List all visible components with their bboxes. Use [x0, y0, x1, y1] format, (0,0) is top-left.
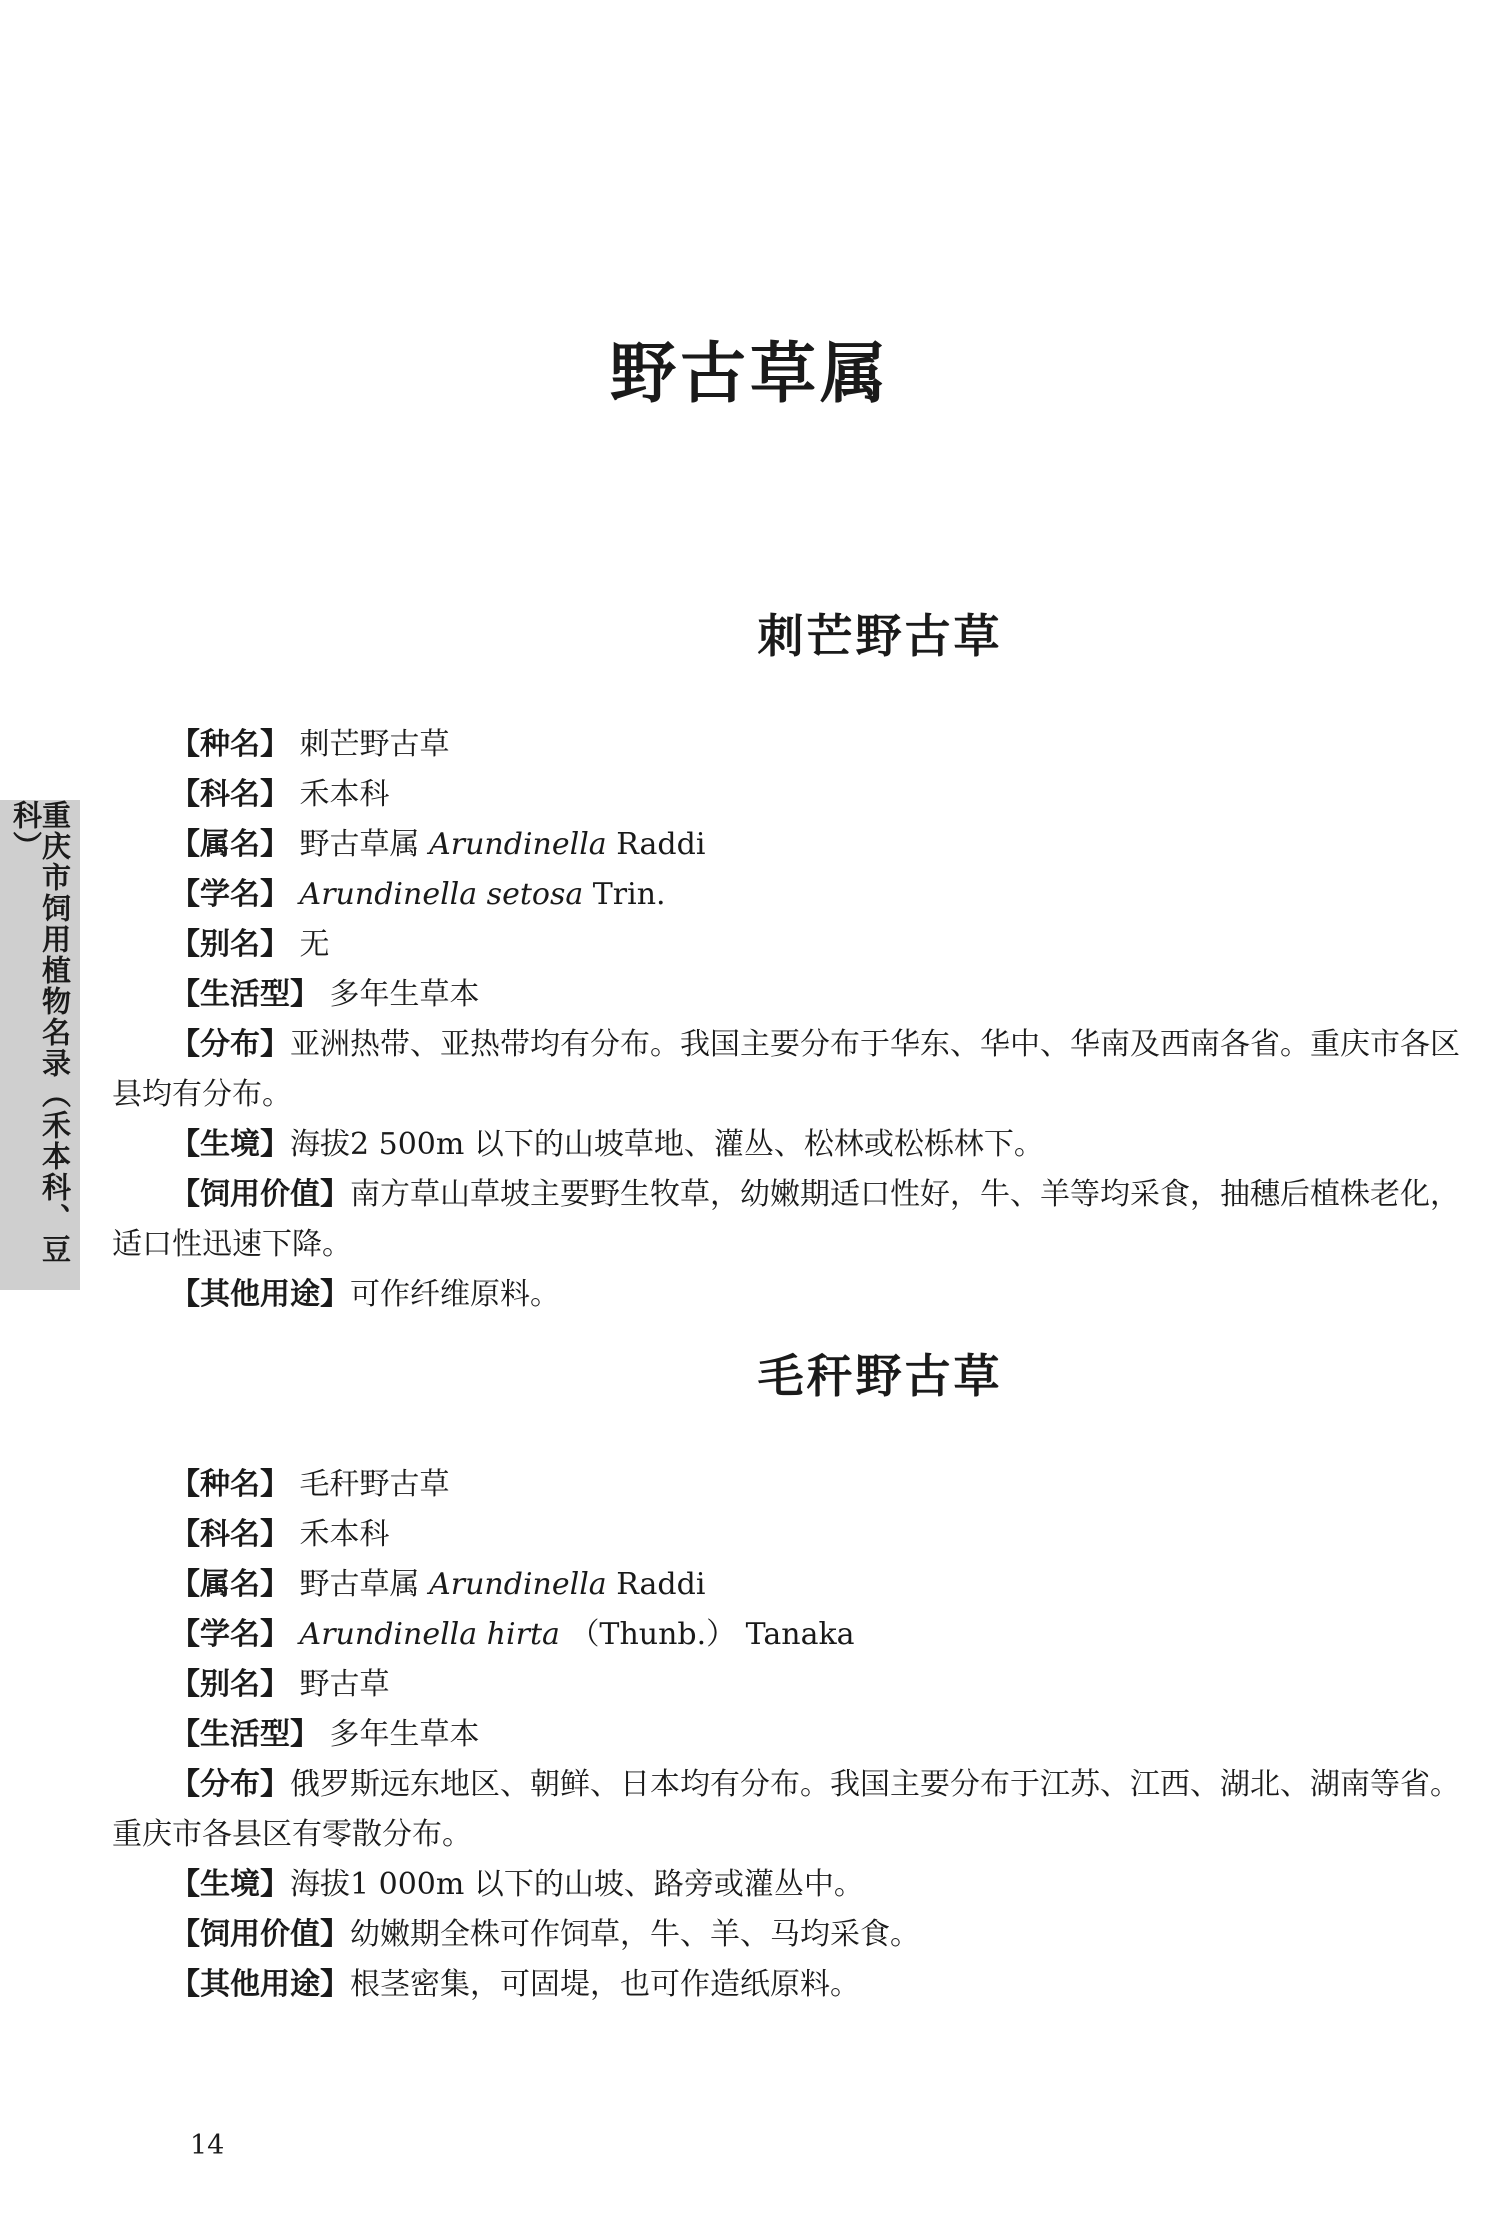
species-entry	[112, 600, 1460, 1320]
field-value: 海拔1 000m 以下的山坡、路旁或灌丛中。	[290, 1867, 864, 1902]
side-thumb-tab	[0, 800, 80, 1290]
latin-name: Arundinella	[429, 1567, 607, 1602]
field-species-name: 【种名】 毛秆野古草	[170, 1467, 450, 1502]
book-title-tab: 重庆市饲用植物名录（禾本科、豆科）	[9, 800, 72, 1265]
field-value: 俄罗斯远东地区、朝鲜、日本均有分布。我国主要分布于江苏、江西、湖北、湖南等省。重庆市各县区有零散分布。	[112, 1767, 1460, 1852]
field-value: 无	[299, 927, 330, 962]
field-value: 禾本科	[299, 777, 390, 812]
field-scientific-name: 【学名】 Arundinella hirta （Thunb.） Tanaka	[170, 1617, 855, 1652]
author-name: Raddi	[616, 1567, 706, 1602]
field-other-uses: 【其他用途】可作纤维原料。	[170, 1277, 560, 1312]
author-name: （Thunb.） Tanaka	[569, 1617, 855, 1652]
field-value: 可作纤维原料。	[350, 1277, 560, 1312]
latin-name: Arundinella setosa	[299, 877, 584, 912]
field-alias: 【别名】 野古草	[170, 1667, 390, 1702]
field-family: 【科名】 禾本科	[170, 1517, 390, 1552]
field-value: 亚洲热带、亚热带均有分布。我国主要分布于华东、华中、华南及西南各省。重庆市各区县均有分布。	[112, 1027, 1460, 1112]
field-distribution: 【分布】亚洲热带、亚热带均有分布。我国主要分布于华东、华中、华南及西南各省。重庆市各区县均有分布。	[112, 1027, 1460, 1112]
latin-name: Arundinella	[429, 827, 607, 862]
author-name: Trin.	[592, 877, 666, 912]
field-value: 南方草山草坡主要野生牧草，幼嫩期适口性好，牛、羊等均采食，抽穗后植株老化，适口性迅速下降。	[112, 1177, 1460, 1262]
field-value: 多年生草本	[329, 1717, 480, 1752]
field-value: 多年生草本	[329, 977, 480, 1012]
species-title: 刺芒野古草	[757, 609, 1003, 663]
field-distribution: 【分布】俄罗斯远东地区、朝鲜、日本均有分布。我国主要分布于江苏、江西、湖北、湖南等省。重庆市各县区有零散分布。	[112, 1767, 1460, 1852]
field-value: 海拔2 500m 以下的山坡草地、灌丛、松林或松栎林下。	[290, 1127, 1044, 1162]
field-habitat: 【生境】海拔2 500m 以下的山坡草地、灌丛、松林或松栎林下。	[170, 1127, 1044, 1162]
author-name: Raddi	[616, 827, 706, 862]
latin-name: Arundinella hirta	[299, 1617, 560, 1652]
field-value: 禾本科	[299, 1517, 390, 1552]
field-value: 毛秆野古草	[299, 1467, 450, 1502]
field-forage-value: 【饲用价值】南方草山草坡主要野生牧草，幼嫩期适口性好，牛、羊等均采食，抽穗后植株老化，适口性迅速下降。	[112, 1177, 1460, 1262]
field-value: 刺芒野古草	[299, 727, 450, 762]
field-family: 【科名】 禾本科	[170, 777, 390, 812]
page-number: 14	[190, 2130, 225, 2161]
field-other-uses: 【其他用途】根茎密集，可固堤，也可作造纸原料。	[170, 1967, 860, 2002]
field-life-form: 【生活型】 多年生草本	[170, 977, 480, 1012]
genus-title: 野古草属	[610, 335, 890, 412]
species-title: 毛秆野古草	[757, 1349, 1003, 1403]
field-habitat: 【生境】海拔1 000m 以下的山坡、路旁或灌丛中。	[170, 1867, 864, 1902]
field-life-form: 【生活型】 多年生草本	[170, 1717, 480, 1752]
field-scientific-name: 【学名】 Arundinella setosa Trin.	[170, 877, 666, 912]
field-genus: 【属名】 野古草属 Arundinella Raddi	[170, 1567, 706, 1602]
field-value: 野古草属	[299, 827, 420, 862]
field-value: 野古草	[299, 1667, 390, 1702]
field-alias: 【别名】 无	[170, 927, 330, 962]
field-genus: 【属名】 野古草属 Arundinella Raddi	[170, 827, 706, 862]
field-value: 幼嫩期全株可作饲草，牛、羊、马均采食。	[350, 1917, 920, 1952]
field-value: 野古草属	[299, 1567, 420, 1602]
field-forage-value: 【饲用价值】幼嫩期全株可作饲草，牛、羊、马均采食。	[170, 1917, 920, 1952]
species-entry	[112, 1340, 1460, 2010]
field-value: 根茎密集，可固堤，也可作造纸原料。	[350, 1967, 860, 2002]
field-species-name: 【种名】 刺芒野古草	[170, 727, 450, 762]
